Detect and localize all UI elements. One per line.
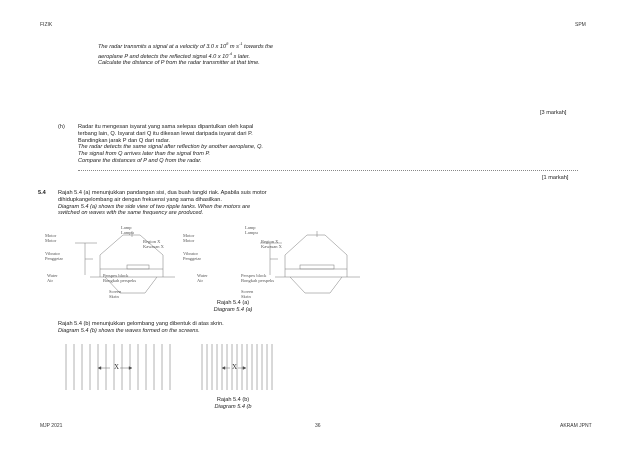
question-5-4-number: 5.4 — [38, 190, 46, 196]
label-vibrator-left: Vibrator Penggetar — [45, 251, 63, 261]
header-exam: SPM — [575, 22, 586, 28]
label-water-right: Water Air — [197, 273, 208, 283]
question-5-4-text: Rajah 5.4 (a) menunjukkan pandangan sisi, dua buah tangki riak. Apabila suis motor dihidupkangelombang air dengan frekuensi yang sama dihasilkan. Diagram 5.4 (a) shows the side view of two ripple tanks. When the motors are switched on waves with the same frequency are produced. — [58, 190, 267, 217]
label-screen-left: Screen Skrin — [109, 289, 122, 299]
label-lamp-left: Lamp Lampu — [121, 225, 134, 235]
question-g-english: The radar transmits a signal at a velocity of 3.0 x $10^8$ m $s^{-1}$ towards the aeroplane P and detects the reflected signal 4.0 x $10^{-4}$ s later. Calculate the distance of P from the radar transmitter at that time. — [98, 41, 273, 67]
ripple-tanks-drawing — [45, 225, 565, 303]
footer-right: AKRAM JPNT — [560, 423, 592, 429]
label-x-right: X — [232, 363, 238, 371]
label-x-left: X — [114, 363, 120, 371]
label-perspex-right: Perspex block Bongkah perspeks — [241, 273, 275, 283]
marks-3: [3 markah] — [540, 110, 567, 116]
label-motor-left: Motor Motor — [45, 233, 57, 243]
footer-left: MJP 2021 — [40, 423, 63, 429]
label-region-x-right: Region X Kawasan X — [261, 239, 282, 249]
wave-pattern-right — [198, 340, 278, 395]
header-subject: FIZIK — [40, 22, 53, 28]
question-5-4-b-text: Rajah 5.4 (b) menunjukkan gelombang yang dibentuk di atas skrin. Diagram 5.4 (b) shows the waves formed on the screens. — [58, 321, 224, 334]
caption-diagram-a: Rajah 5.4 (a) Diagram 5.4 (a) — [213, 300, 253, 313]
diagram-5-4-a — [45, 225, 565, 303]
question-h-label: (h) — [58, 124, 65, 130]
question-h-text: Radar itu mengesan isyarat yang sama selepas dipantulkan oleh kapal terbang lain, Q. Isyarat dari Q itu dikesan lewat daripada isyarat dari P. Bandingkan jarak P dan Q dari radar. The radar detects the same signal after reflection by another aeroplane, Q. The signal from Q arrives later than the signal from P. Compare the distances of P and Q from the radar. — [78, 124, 264, 164]
label-region-x-left: Region X Kawasan X — [143, 239, 164, 249]
label-water-left: Water Air — [47, 273, 58, 283]
page-number: 36 — [315, 423, 321, 429]
label-motor-right: Motor Motor — [183, 233, 195, 243]
label-screen-right: Screen Skrin — [241, 289, 254, 299]
caption-diagram-b: Rajah 5.4 (b) Diagram 5.4 (b — [214, 397, 252, 410]
label-perspex-left: Perspex block Bongkah perspeks — [103, 273, 137, 283]
answer-line — [78, 170, 578, 171]
marks-1: [1 markah] — [542, 175, 569, 181]
label-lamp-right: Lamp Lampu — [245, 225, 258, 235]
label-vibrator-right: Vibrator Penggetar — [183, 251, 201, 261]
wave-pattern-left — [62, 340, 182, 395]
